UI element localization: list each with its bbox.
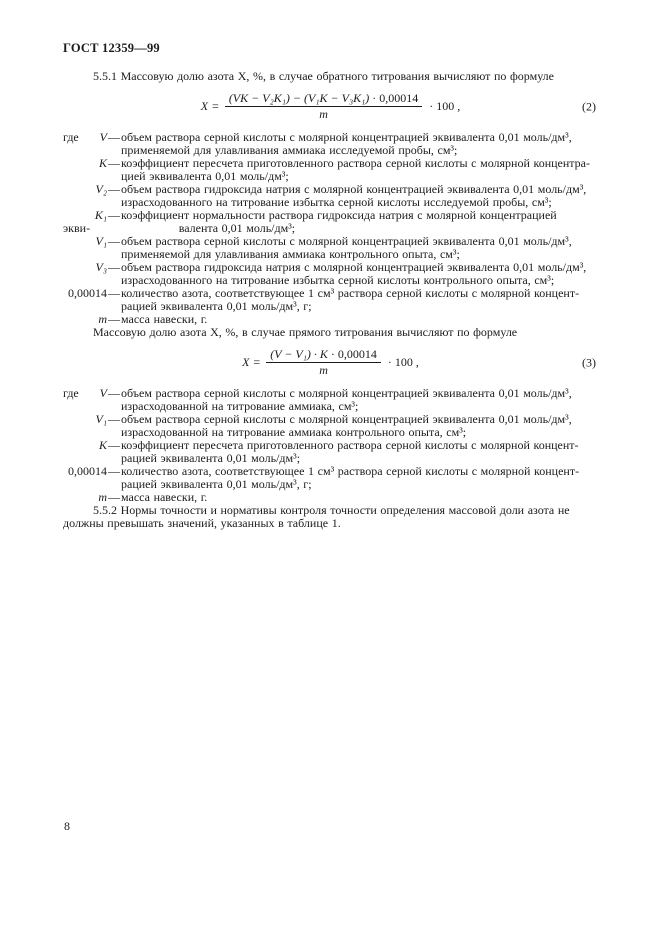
definition-row (63, 157, 598, 183)
definition-term: V₁ (95, 412, 107, 426)
definition-row (63, 235, 598, 261)
definition-row (63, 209, 598, 222)
definition-where-label: где (63, 130, 79, 144)
definition-dash: — (108, 386, 120, 400)
formula-3-equation-number: (3) (582, 355, 596, 369)
para-direct-titration-intro: Массовую долю азота X, %, в случае прямого титрования вычисляют по формуле (93, 325, 518, 339)
definition-row (63, 439, 598, 465)
definition-row (63, 313, 598, 326)
definition-text: коэффициент нормальности раствора гидроксида натрия с молярной концентрацией (121, 208, 557, 222)
definition-term: 0,00014 (68, 464, 107, 478)
formula-3-block (63, 347, 598, 378)
formula-2-denominator: m (319, 107, 328, 121)
definition-text: объем раствора гидроксида натрия с молярной концентрацией эквивалента 0,01 моль/дм³, израсходованного на титрование избытка серной кислоты контрольного опыта, см³; (121, 260, 587, 287)
formula-3-numerator-expression: (V − V₁) · K (270, 347, 328, 361)
formula-2-lhs: X (200, 99, 209, 113)
definition-text: количество азота, соответствующее 1 см³ раствора серной кислоты с молярной концент- рацией эквивалента 0,01 моль/дм³, г; (121, 464, 580, 491)
definition-dash: — (108, 490, 120, 504)
definition-dash: — (108, 234, 120, 248)
definition-text: масса навески, г. (121, 490, 208, 504)
definition-dash: — (108, 286, 120, 300)
definition-text: объем раствора серной кислоты с молярной концентрацией эквивалента 0,01 моль/дм³, израсходованной на титрование аммиака контрольного опыта, см³; (121, 412, 572, 439)
definition-dash: — (108, 130, 120, 144)
formula-3-tail: · 100 , (387, 355, 419, 369)
definition-term: V (99, 130, 107, 144)
formula-2 (201, 92, 461, 121)
definition-row (63, 261, 598, 287)
formula-2-numerator-expression: (VK − V₂K₁) − (V₁K − V₃K₁) (228, 91, 370, 105)
page-content (63, 42, 598, 530)
definition-dash: — (108, 438, 120, 452)
formula-2-fraction (225, 92, 422, 121)
definition-text: объем раствора серной кислоты с молярной концентрацией эквивалента 0,01 моль/дм³, применяемой для улавливания аммиака контрольного опыта, см³; (121, 234, 572, 261)
document-header: ГОСТ 12359—99 (63, 41, 160, 55)
definition-term: K (98, 156, 107, 170)
formula-2-block (63, 91, 598, 122)
definition-term: K₁ (94, 208, 107, 222)
definitions-formula-2 (63, 131, 598, 326)
definition-row (63, 491, 598, 504)
para-5-5-2: 5.5.2 Нормы точности и нормативы контроля точности определения массовой доли азота не должны превышать значений, указанных в таблице 1. (63, 503, 570, 530)
formula-3-lhs: X (242, 355, 250, 369)
formula-2-tail: · 100 , (429, 99, 461, 113)
definition-term: V₁ (95, 234, 107, 248)
definition-row (63, 183, 598, 209)
definition-text: коэффициент пересчета приготовленного раствора серной кислоты с молярной концентра- цией эквивалента 0,01 моль/дм³; (121, 156, 591, 183)
formula-2-equation-number: (2) (582, 99, 596, 113)
formula-3-numerator-constant: · 0,00014 (327, 347, 377, 361)
formula-3-denominator: m (319, 363, 328, 377)
definition-dash: — (108, 412, 120, 426)
definition-row (63, 413, 598, 439)
definition-row (63, 387, 598, 413)
definition-row (63, 131, 598, 157)
definition-term: V (99, 386, 107, 400)
definition-term: K (98, 438, 107, 452)
formula-3-fraction (266, 348, 381, 377)
definition-text: объем раствора серной кислоты с молярной концентрацией эквивалента 0,01 моль/дм³, израсходованной на титрование аммиака, см³; (121, 386, 572, 413)
definition-text: объем раствора серной кислоты с молярной концентрацией эквивалента 0,01 моль/дм³, применяемой для улавливания аммиака исследуемой пробы, см³; (121, 130, 572, 157)
definition-dash: — (108, 156, 120, 170)
definition-dash: — (108, 182, 120, 196)
definition-text: коэффициент пересчета приготовленного раствора серной кислоты с молярной концент- рацией эквивалента 0,01 моль/дм³; (121, 438, 579, 465)
formula-3-equals: = (253, 355, 261, 369)
page-number: 8 (64, 819, 70, 833)
definition-term: V₂ (95, 182, 107, 196)
definition-dash: — (108, 260, 120, 274)
definition-term: m (98, 312, 107, 326)
definition-hang-right: валента 0,01 моль/дм³; (178, 221, 296, 235)
formula-3-numerator (266, 348, 381, 363)
definition-hang-left: экви- (63, 221, 91, 235)
definition-text: количество азота, соответствующее 1 см³ раствора серной кислоты с молярной концент- рацией эквивалента 0,01 моль/дм³, г; (121, 286, 580, 313)
definition-text: объем раствора гидроксида натрия с молярной концентрацией эквивалента 0,01 моль/дм³, израсходованного на титрование избытка серной кислоты исследуемой пробы, см³; (121, 182, 587, 209)
definition-term: V₃ (95, 260, 107, 274)
formula-3 (242, 348, 419, 377)
definition-dash: — (108, 464, 120, 478)
formula-2-numerator-constant: · 0,00014 (369, 91, 419, 105)
definition-dash: — (108, 312, 120, 326)
definition-row (63, 465, 598, 491)
definition-term: m (98, 490, 107, 504)
definition-dash: — (108, 208, 120, 222)
formula-2-numerator (225, 92, 422, 107)
para-5-5-1-intro: 5.5.1 Массовую долю азота X, %, в случае обратного титрования вычисляют по формуле (93, 69, 554, 83)
definition-where-label: где (63, 386, 79, 400)
definitions-formula-3 (63, 387, 598, 504)
definition-text: масса навески, г. (121, 312, 208, 326)
definition-row (63, 287, 598, 313)
formula-2-equals: = (212, 99, 219, 113)
definition-term: 0,00014 (68, 286, 107, 300)
